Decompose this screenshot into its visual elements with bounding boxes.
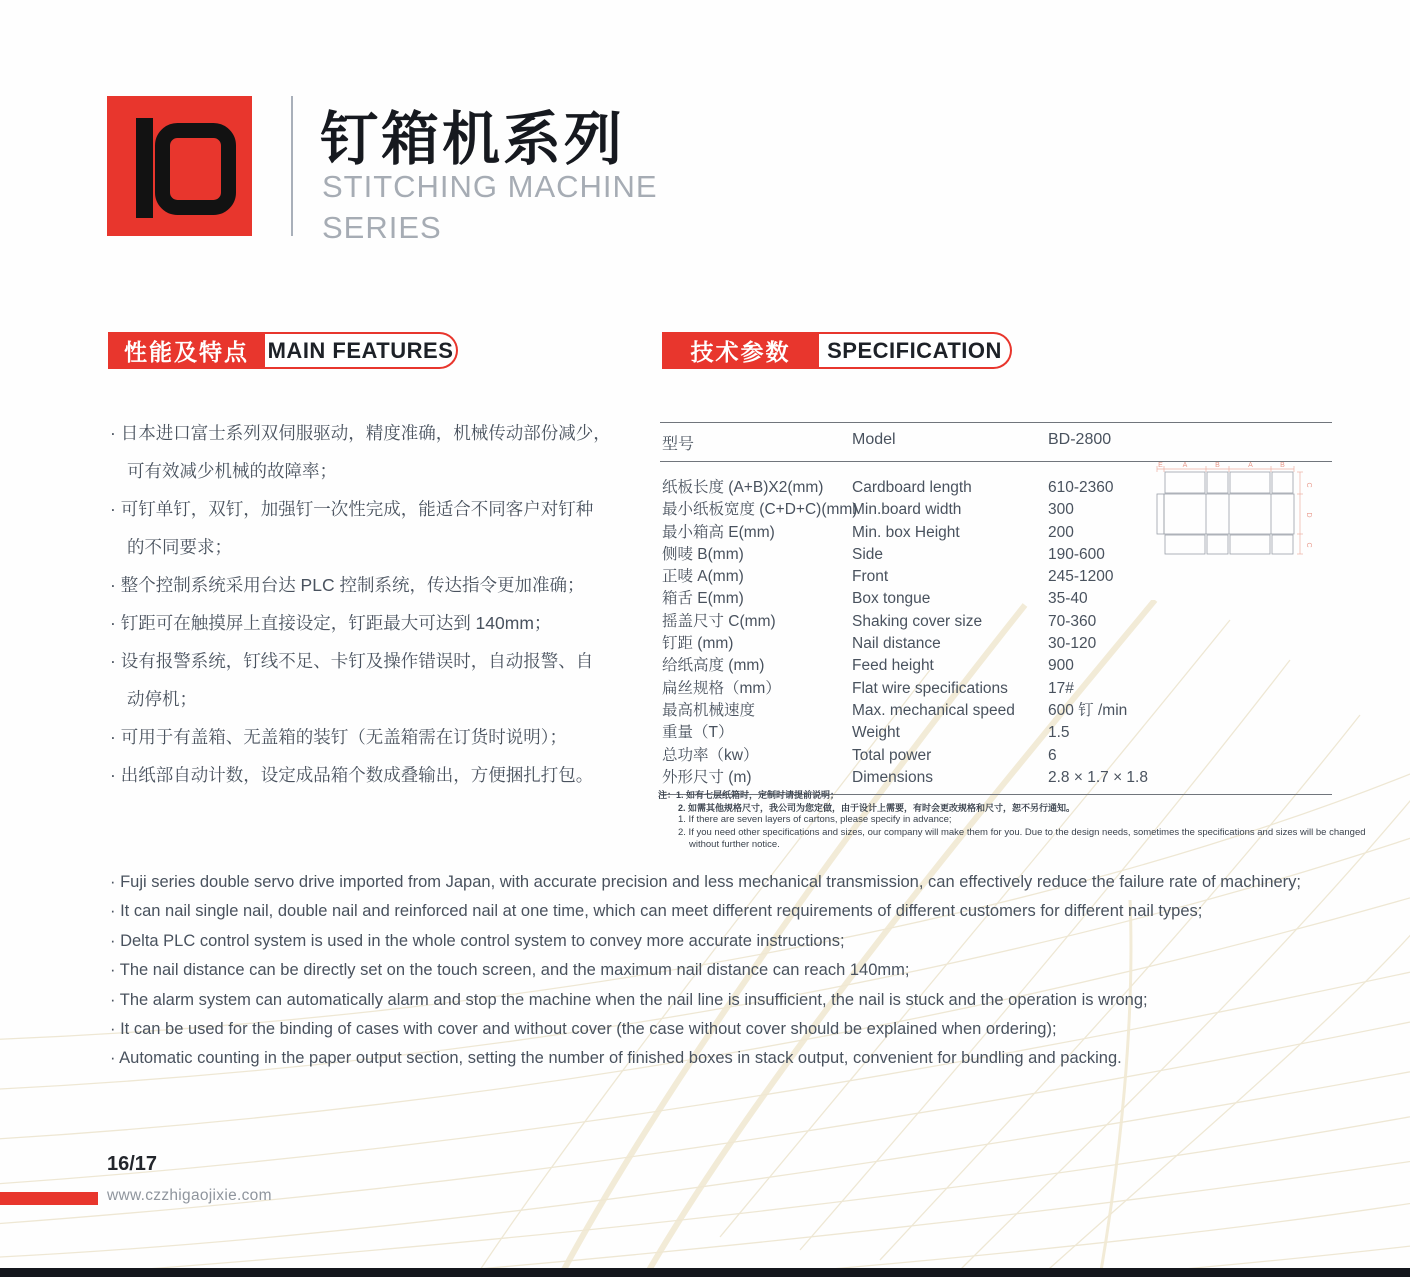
footer-red-bar bbox=[0, 1192, 98, 1205]
spec-cell-value: 17# bbox=[1048, 679, 1074, 697]
table-row bbox=[662, 767, 1332, 789]
spec-cell-en: Dimensions bbox=[852, 768, 933, 786]
spec-cell-value: 6 bbox=[1048, 746, 1057, 764]
feature-cn-line: · 整个控制系统采用台达 PLC 控制系统，传达指令更加准确； bbox=[110, 575, 585, 595]
spec-header-en: Model bbox=[852, 431, 896, 448]
spec-cell-en: Front bbox=[852, 568, 889, 586]
spec-header-value: BD-2800 bbox=[1048, 431, 1112, 448]
dim-label: A bbox=[1182, 462, 1188, 469]
dim-label: B bbox=[1280, 462, 1285, 469]
feature-cn-line: 动停机； bbox=[127, 689, 197, 709]
spec-cell-en: Shaking cover size bbox=[852, 612, 983, 630]
feature-cn-line: 的不同要求； bbox=[127, 537, 232, 557]
spec-cell-cn: 侧唛 B(mm) bbox=[662, 545, 744, 563]
spec-cell-en: Min. box Height bbox=[852, 523, 960, 541]
spec-cell-en: Total power bbox=[852, 746, 932, 764]
spec-cell-value: 35-40 bbox=[1048, 590, 1088, 608]
feature-en-line: · The alarm system can automatically alarm and stop the machine when the nail line is insufficient, the nail is stuck and the operation is wrong; bbox=[110, 990, 1148, 1009]
spec-cell-cn: 正唛 A(mm) bbox=[662, 568, 744, 586]
note-line: 1. If there are seven layers of cartons, please specify in advance; bbox=[678, 814, 952, 826]
spec-cell-value: 190-600 bbox=[1048, 545, 1105, 563]
main-features-title-en: MAIN FEATURES bbox=[265, 332, 458, 369]
carton-dieline-diagram bbox=[1155, 462, 1313, 566]
dim-label: E bbox=[1158, 462, 1163, 469]
main-features-title-cn: 性能及特点 bbox=[108, 332, 265, 369]
dim-label: D bbox=[1305, 512, 1312, 518]
bottom-edge-strip bbox=[0, 1268, 1410, 1277]
table-row bbox=[662, 588, 1332, 610]
feature-en-line: · Fuji series double servo drive imported from Japan, with accurate precision and less mechanical transmission, can effectively reduce the failure rate of machinery; bbox=[110, 873, 1301, 891]
feature-cn-line: · 可用于有盖箱、无盖箱的装钉（无盖箱需在订货时说明）； bbox=[110, 727, 567, 747]
feature-cn-line: · 设有报警系统，钉线不足、卡钉及操作错误时，自动报警、自 bbox=[110, 651, 594, 671]
spec-cell-cn: 总功率（kw） bbox=[662, 746, 759, 764]
feature-en-line: · The nail distance can be directly set on the touch screen, and the maximum nail distance can reach 140mm; bbox=[110, 961, 910, 980]
feature-cn-line: · 钉距可在触摸屏上直接设定，钉距最大可达到 140mm； bbox=[110, 613, 552, 633]
dim-label: C bbox=[1305, 542, 1312, 548]
feature-en-line: · Automatic counting in the paper output section, setting the number of finished boxes in stack output, convenient for bundling and packing. bbox=[110, 1049, 1122, 1068]
specification-title-en: SPECIFICATION bbox=[819, 332, 1012, 369]
table-row bbox=[662, 655, 1332, 677]
spec-cell-cn: 外形尺寸 (m) bbox=[662, 768, 752, 786]
spec-cell-value: 30-120 bbox=[1048, 635, 1097, 653]
spec-cell-en: Box tongue bbox=[852, 590, 931, 608]
feature-en-line: · Delta PLC control system is used in the whole control system to convey more accurate instructions; bbox=[110, 931, 845, 950]
spec-cell-en: Feed height bbox=[852, 657, 934, 675]
feature-cn-line: · 日本进口富士系列双伺服驱动，精度准确，机械传动部份减少， bbox=[110, 423, 611, 443]
spec-cell-en: Weight bbox=[852, 724, 900, 742]
spec-cell-value: 1.5 bbox=[1048, 724, 1070, 742]
page-title: 钉箱机系列 bbox=[320, 107, 626, 172]
feature-cn-line: · 可钉单钉，双钉，加强钉一次性完成，能适合不同客户对钉种 bbox=[110, 499, 594, 519]
page-number: 16/17 bbox=[107, 1153, 158, 1175]
table-row bbox=[662, 678, 1332, 700]
page-subtitle bbox=[322, 166, 658, 248]
spec-cell-cn: 最高机械速度 bbox=[662, 701, 756, 719]
table-row bbox=[662, 633, 1332, 655]
feature-en-line: · It can be used for the binding of cases with cover and without cover (the case without cover should be explained when ordering); bbox=[110, 1020, 1057, 1039]
note-line: 2. 如需其他规格尺寸，我公司为您定做，由于设计上需要，有时会更改规格和尺寸，恕不另行通知。 bbox=[678, 802, 1076, 813]
subtitle-line-2: SERIES bbox=[322, 210, 442, 245]
website-url: www.czzhigaojixie.com bbox=[107, 1187, 272, 1204]
spec-header-cn: 型号 bbox=[662, 436, 695, 453]
specification-header bbox=[662, 332, 1012, 369]
spec-cell-en: Cardboard length bbox=[852, 479, 972, 496]
spec-cell-en: Flat wire specifications bbox=[852, 679, 1008, 697]
spec-cell-cn: 箱舌 E(mm) bbox=[662, 590, 744, 608]
company-logo bbox=[107, 96, 252, 236]
spec-cell-value: 200 bbox=[1048, 523, 1074, 541]
features-list-en bbox=[110, 868, 1405, 1074]
specification-title-cn: 技术参数 bbox=[662, 332, 819, 369]
dim-label: A bbox=[1248, 462, 1253, 469]
features-list-cn bbox=[110, 414, 630, 794]
spec-cell-cn: 给纸高度 (mm) bbox=[662, 657, 765, 675]
spec-cell-cn: 钉距 (mm) bbox=[662, 635, 734, 653]
spec-cell-en: Min.board width bbox=[852, 501, 962, 519]
spec-cell-value: 600 钉 /min bbox=[1048, 701, 1128, 719]
spec-cell-en: Nail distance bbox=[852, 635, 941, 653]
table-row bbox=[662, 745, 1332, 767]
spec-table-header bbox=[660, 423, 1332, 462]
table-row bbox=[662, 611, 1332, 633]
spec-cell-value: 900 bbox=[1048, 657, 1074, 675]
spec-cell-value: 70-360 bbox=[1048, 612, 1097, 630]
spec-cell-value: 2.8 × 1.7 × 1.8 bbox=[1048, 768, 1148, 786]
spec-cell-en: Max. mechanical speed bbox=[852, 701, 1015, 719]
spec-notes bbox=[658, 789, 1366, 852]
note-line: 注：1. 如有七层纸箱时，定制时请提前说明； bbox=[658, 790, 840, 800]
spec-cell-cn: 重量（T） bbox=[662, 724, 734, 742]
dim-label: C bbox=[1305, 482, 1312, 488]
dim-label: B bbox=[1215, 462, 1220, 469]
spec-cell-cn: 扁丝规格（mm） bbox=[662, 679, 781, 697]
feature-cn-line: 可有效减少机械的故障率； bbox=[127, 461, 337, 481]
spec-cell-cn: 纸板长度 (A+B)X2(mm) bbox=[662, 479, 824, 496]
feature-en-line: · It can nail single nail, double nail and reinforced nail at one time, which can meet different requirements of different customers for different nail types; bbox=[110, 902, 1203, 921]
note-line: without further notice. bbox=[689, 839, 780, 851]
table-row bbox=[662, 566, 1332, 588]
subtitle-line-1: STITCHING MACHINE bbox=[322, 169, 658, 204]
spec-cell-value: 610-2360 bbox=[1048, 479, 1114, 496]
spec-cell-cn: 最小箱高 E(mm) bbox=[662, 523, 775, 541]
title-divider bbox=[291, 96, 293, 236]
spec-cell-cn: 摇盖尺寸 C(mm) bbox=[662, 612, 776, 630]
table-row bbox=[662, 700, 1332, 722]
main-features-header bbox=[108, 332, 458, 369]
spec-cell-cn: 最小纸板宽度 (C+D+C)(mm) bbox=[662, 501, 858, 519]
table-row bbox=[662, 722, 1332, 744]
spec-cell-value: 245-1200 bbox=[1048, 568, 1114, 586]
spec-cell-value: 300 bbox=[1048, 501, 1074, 519]
feature-cn-line: · 出纸部自动计数，设定成品箱个数成叠输出，方便捆扎打包。 bbox=[110, 765, 594, 785]
spec-cell-en: Side bbox=[852, 545, 884, 563]
note-line: 2. If you need other specifications and sizes, our company will make them for you. Due to the design needs, sometimes the specifications and sizes will be changed bbox=[678, 826, 1366, 838]
